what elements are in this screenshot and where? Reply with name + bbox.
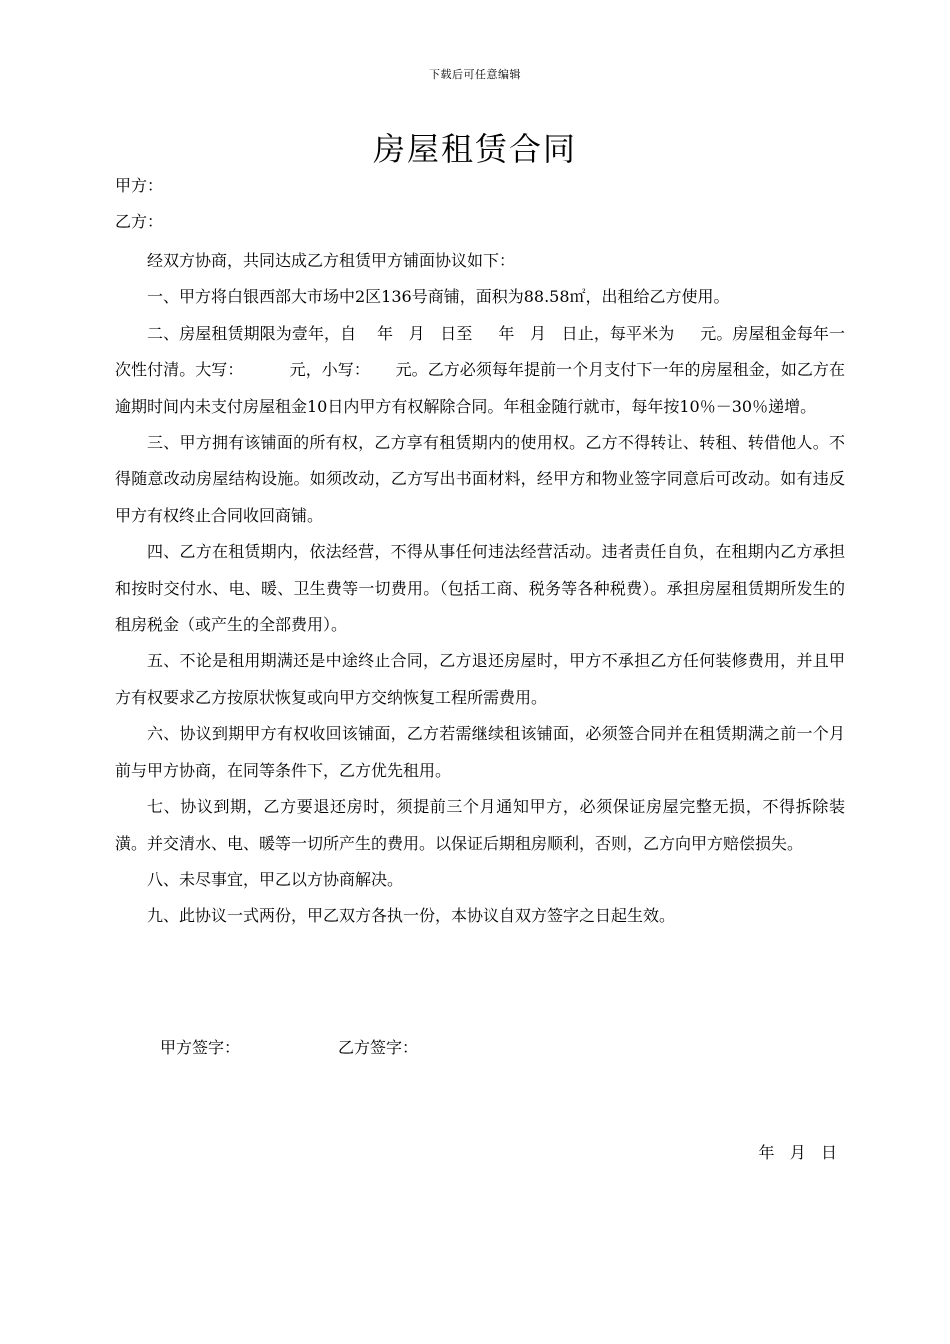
party-b-label: 乙方： [115,212,164,231]
clause-7: 七、协议到期，乙方要退还房时，须提前三个月通知甲方，必须保证房屋完整无损，不得拆除装潢。并交清水、电、暖等一切所产生的费用。以保证后期租房顺利，否则，乙方向甲方赔偿损失。 [115,797,845,853]
document-title: 房屋租赁合同 [372,130,577,168]
date-line: 年 月 日 [758,1143,837,1162]
signature-party-b: 乙方签字： [338,1038,419,1057]
clause-2: 二、房屋租赁期限为壹年，自 年 月 日至 年 月 日止，每平米为 元。房屋租金每年一次性付清。大写： 元，小写： 元。乙方必须每年提前一个月支付下一年的房屋租金，如乙方在逾期时间内未支付房屋租金10日内甲方有权解除合同。年租金随行就市，每年按10％－30％递增。 [115,323,845,416]
signature-party-a: 甲方签字： [160,1038,241,1057]
clause-8: 八、未尽事宜，甲乙以方协商解决。 [147,869,404,889]
clause-1: 一、甲方将白银西部大市场中2区136号商铺，面积为88.58㎡，出租给乙方使用。 [147,287,730,307]
header-note: 下载后可任意编辑 [429,68,521,81]
clause-9: 九、此协议一式两份，甲乙双方各执一份，本协议自双方签字之日起生效。 [147,906,676,926]
clause-3: 三、甲方拥有该铺面的所有权，乙方享有租赁期内的使用权。乙方不得转让、转租、转借他人。不得随意改动房屋结构设施。如须改动，乙方写出书面材料，经甲方和物业签字同意后可改动。如有违反甲方有权终止合同收回商铺。 [115,433,845,525]
intro-paragraph: 经双方协商，共同达成乙方租赁甲方铺面协议如下： [147,251,516,270]
clause-5: 五、不论是租用期满还是中途终止合同，乙方退还房屋时，甲方不承担乙方任何装修费用，并且甲方有权要求乙方按原状恢复或向甲方交纳恢复工程所需费用。 [115,651,845,707]
clause-4: 四、乙方在租赁期内，依法经营，不得从事任何违法经营活动。违者责任自负，在租期内乙方承担和按时交付水、电、暖、卫生费等一切费用。（包括工商、税务等各种税费）。承担房屋租赁期所发生的租房税金（或产生的全部费用）。 [115,542,845,635]
party-a-label: 甲方： [115,176,164,195]
contract-body [115,243,845,935]
clause-6: 六、协议到期甲方有权收回该铺面，乙方若需继续租该铺面，必须签合同并在租赁期满之前一个月前与甲方协商，在同等条件下，乙方优先租用。 [115,724,845,780]
